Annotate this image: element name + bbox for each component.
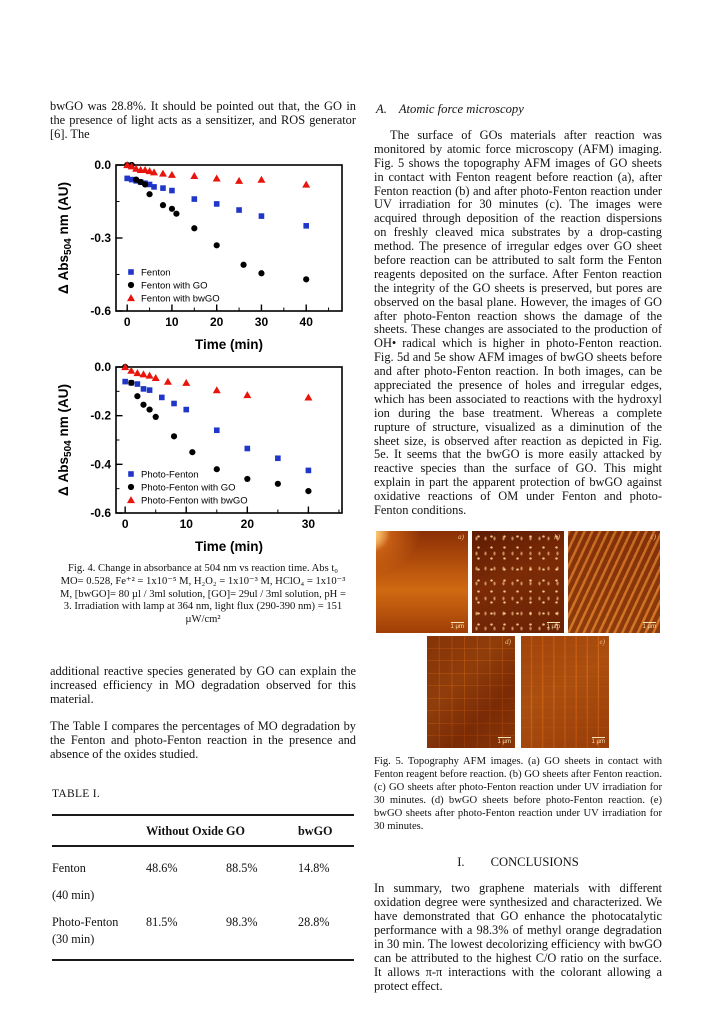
svg-text:Photo-Fenton with bwGO: Photo-Fenton with bwGO xyxy=(141,495,248,507)
afm-image-b xyxy=(472,531,564,633)
svg-text:Fenton with GO: Fenton with GO xyxy=(141,280,208,292)
conclusions-number: I. xyxy=(457,855,465,870)
table-row-duration xyxy=(52,876,354,905)
scale-bar: 1 µm xyxy=(497,738,511,745)
table-intro-paragraph: The Table I compares the percentages of MO degradation by the Fenton and photo-Fenton reaction in the presence and absence of the oxides studied. xyxy=(50,718,356,761)
svg-text:40: 40 xyxy=(299,314,313,329)
table1-title: TABLE I. xyxy=(52,787,101,800)
svg-text:-0.4: -0.4 xyxy=(90,457,111,472)
svg-text:20: 20 xyxy=(240,516,255,531)
figure4-chart-photo-fenton xyxy=(52,357,356,557)
table-col-header: bwGO xyxy=(298,823,333,838)
scale-bar: 1 µm xyxy=(591,738,605,745)
table-col-header: GO xyxy=(226,823,245,838)
panel-label: c) xyxy=(650,532,656,541)
table-row xyxy=(52,905,354,930)
svg-text:10: 10 xyxy=(165,314,179,329)
table-cell: 48.6% xyxy=(146,860,178,875)
conclusions-title: CONCLUSIONS xyxy=(490,855,579,870)
conclusions-heading xyxy=(374,855,662,870)
figure4-caption: Fig. 4. Change in absorbance at 504 nm vs reaction time. Abs t₀ MO= 0.528, Fe⁺² = 1x10⁻⁵ M, H₂O₂ = 1x10⁻³ M, HClO₄ = 1x10⁻³ M, [bwGO]= 80 µl / 3ml solution, [GO]= 29ul / 3ml solution, pH = 3. Irradiation with lamp at 364 nm, light flux (290-390 nm) = 151 µW/cm² xyxy=(60,562,346,626)
table-cell: 88.5% xyxy=(226,860,258,875)
table-row-sublabel: (30 min) xyxy=(52,931,95,946)
panel-label: b) xyxy=(554,532,560,541)
svg-text:30: 30 xyxy=(254,314,269,329)
afm-image-d xyxy=(427,636,515,748)
table-cell: 14.8% xyxy=(298,860,330,875)
table1-body xyxy=(52,847,354,961)
fenton-scatter-chart xyxy=(52,155,354,355)
svg-text:-0.2: -0.2 xyxy=(90,408,111,423)
table-row-sublabel: (40 min) xyxy=(52,887,95,902)
afm-image-c xyxy=(568,531,660,633)
svg-text:Photo-Fenton: Photo-Fenton xyxy=(141,469,199,481)
reactive-species-paragraph: additional reactive species generated by GO can explain the increased efficiency in MO degradation observed for this material. xyxy=(50,664,356,707)
panel-label: a) xyxy=(458,532,464,541)
svg-text:0.0: 0.0 xyxy=(94,359,111,374)
panel-label: d) xyxy=(505,637,511,646)
svg-text:10: 10 xyxy=(179,516,193,531)
photo-fenton-scatter-chart xyxy=(52,357,354,557)
table1-header-row xyxy=(52,814,354,847)
afm-bottom-row xyxy=(374,636,662,748)
table-row-duration xyxy=(52,930,354,949)
table-row-label: Photo-Fenton xyxy=(52,914,119,929)
section-letter: A. xyxy=(376,102,387,116)
svg-text:Photo-Fenton with GO: Photo-Fenton with GO xyxy=(141,482,236,494)
panel-label: e) xyxy=(599,637,605,646)
svg-text:-0.6: -0.6 xyxy=(90,303,111,318)
section-title: Atomic force microscopy xyxy=(398,102,524,116)
afm-top-row xyxy=(374,531,662,633)
svg-text:Time (min): Time (min) xyxy=(194,336,264,352)
svg-text:Δ Abs504 nm (AU): Δ Abs$_{504}$ nm (AU) xyxy=(56,383,74,496)
section-a-heading xyxy=(376,102,662,117)
svg-text:Fenton with bwGO: Fenton with bwGO xyxy=(141,293,220,305)
svg-text:Δ Abs504 nm (AU): Δ Abs$_{504}$ nm (AU) xyxy=(56,181,74,294)
table-row xyxy=(52,851,354,876)
left-column xyxy=(50,100,356,1007)
svg-text:0: 0 xyxy=(121,516,129,531)
afm-paragraph: The surface of GOs materials after reaction was monitored by atomic force microscopy (AFM) imaging. Fig. 5 shows the topography AFM images of GO sheets in contact with Fenton reagent before reaction (a), after Fenton reaction (b) and after photo-Fenton reaction under UV irradiation for 30 minutes (c). The images were acquired through deposition of the reaction dispersions on freshly cleaved mica substrates by a drop-casting method. The presence of irregular edges over GO sheet before reaction can be attributed to salt form the Fenton reagents deposited on the surface. After Fenton reaction the integrity of the GO sheets is preserved, but pores are observed on the basal plane. However, the images of GO after photo-Fenton reaction shows the damage of the sheets. These changes are associated to the production of OH• radical which is higher in photo-Fenton reaction. Fig. 5d and 5e show AFM images of bwGO sheets before and after photo-Fenton reaction. In both images, can be appreciated the presence of holes and irregular edges, which has been associated to reactions with the hydroxyl ion during the base treatment. Whereas a complete rupture of structure, visualized as a diminution of the sheet size, is observed after reaction as depicted in Fig. 5e. It seems that the bwGO is more easily attacked by reactive species than the surface of GO. This might explain in part the apparent protection of bwGO against oxidative reactions of OM under Fenton and photo-Fenton conditions. xyxy=(374,128,662,518)
afm-image-a xyxy=(376,531,468,633)
svg-text:20: 20 xyxy=(210,314,224,329)
svg-text:-0.6: -0.6 xyxy=(90,505,111,520)
table-col-header: Without Oxide xyxy=(146,823,224,838)
table-cell: 81.5% xyxy=(146,914,178,929)
right-column xyxy=(374,100,662,1007)
figure5-afm-images xyxy=(374,531,662,748)
svg-text:0.0: 0.0 xyxy=(94,157,111,172)
svg-text:-0.3: -0.3 xyxy=(90,230,111,245)
svg-text:30: 30 xyxy=(301,516,316,531)
table-cell: 98.3% xyxy=(226,914,258,929)
scale-bar: 1 µm xyxy=(546,623,560,630)
table-row-label: Fenton xyxy=(52,860,86,875)
svg-text:0: 0 xyxy=(123,314,131,329)
figure5-caption: Fig. 5. Topography AFM images. (a) GO sheets in contact with Fenton reagent before reaction. (b) GO sheets after Fenton reaction. (c) GO sheets after photo-Fenton reaction under UV irradiation for 30 minutes. (d) bwGO sheets before photo-Fenton reaction. (e) bwGO sheets after photo-Fenton reaction under UV irradiation for 30 minutes. xyxy=(374,755,662,832)
svg-text:Time (min): Time (min) xyxy=(194,538,264,554)
svg-text:Fenton: Fenton xyxy=(141,267,171,279)
afm-image-e xyxy=(521,636,609,748)
intro-paragraph: bwGO was 28.8%. It should be pointed out that, the GO in the presence of light acts as a sensitizer, and ROS generator [6]. The xyxy=(50,99,356,141)
scale-bar: 1 µm xyxy=(450,623,464,630)
scale-bar: 1 µm xyxy=(642,623,656,630)
table-cell: 28.8% xyxy=(298,914,330,929)
figure4-chart-fenton xyxy=(52,155,356,355)
table1 xyxy=(52,814,354,961)
conclusions-paragraph: In summary, two graphene materials with different oxidation degree were synthesized and characterized. We have demonstrated that GO enhance the photocatalytic performance with a 98.3% of methyl orange degradation in 30 min. The lowest decolorizing efficiency with bwGO can be attributed to the highest C/O ratio on the surface. It allows π-π interactions with the colorant allowing a protect effect. xyxy=(374,881,662,993)
